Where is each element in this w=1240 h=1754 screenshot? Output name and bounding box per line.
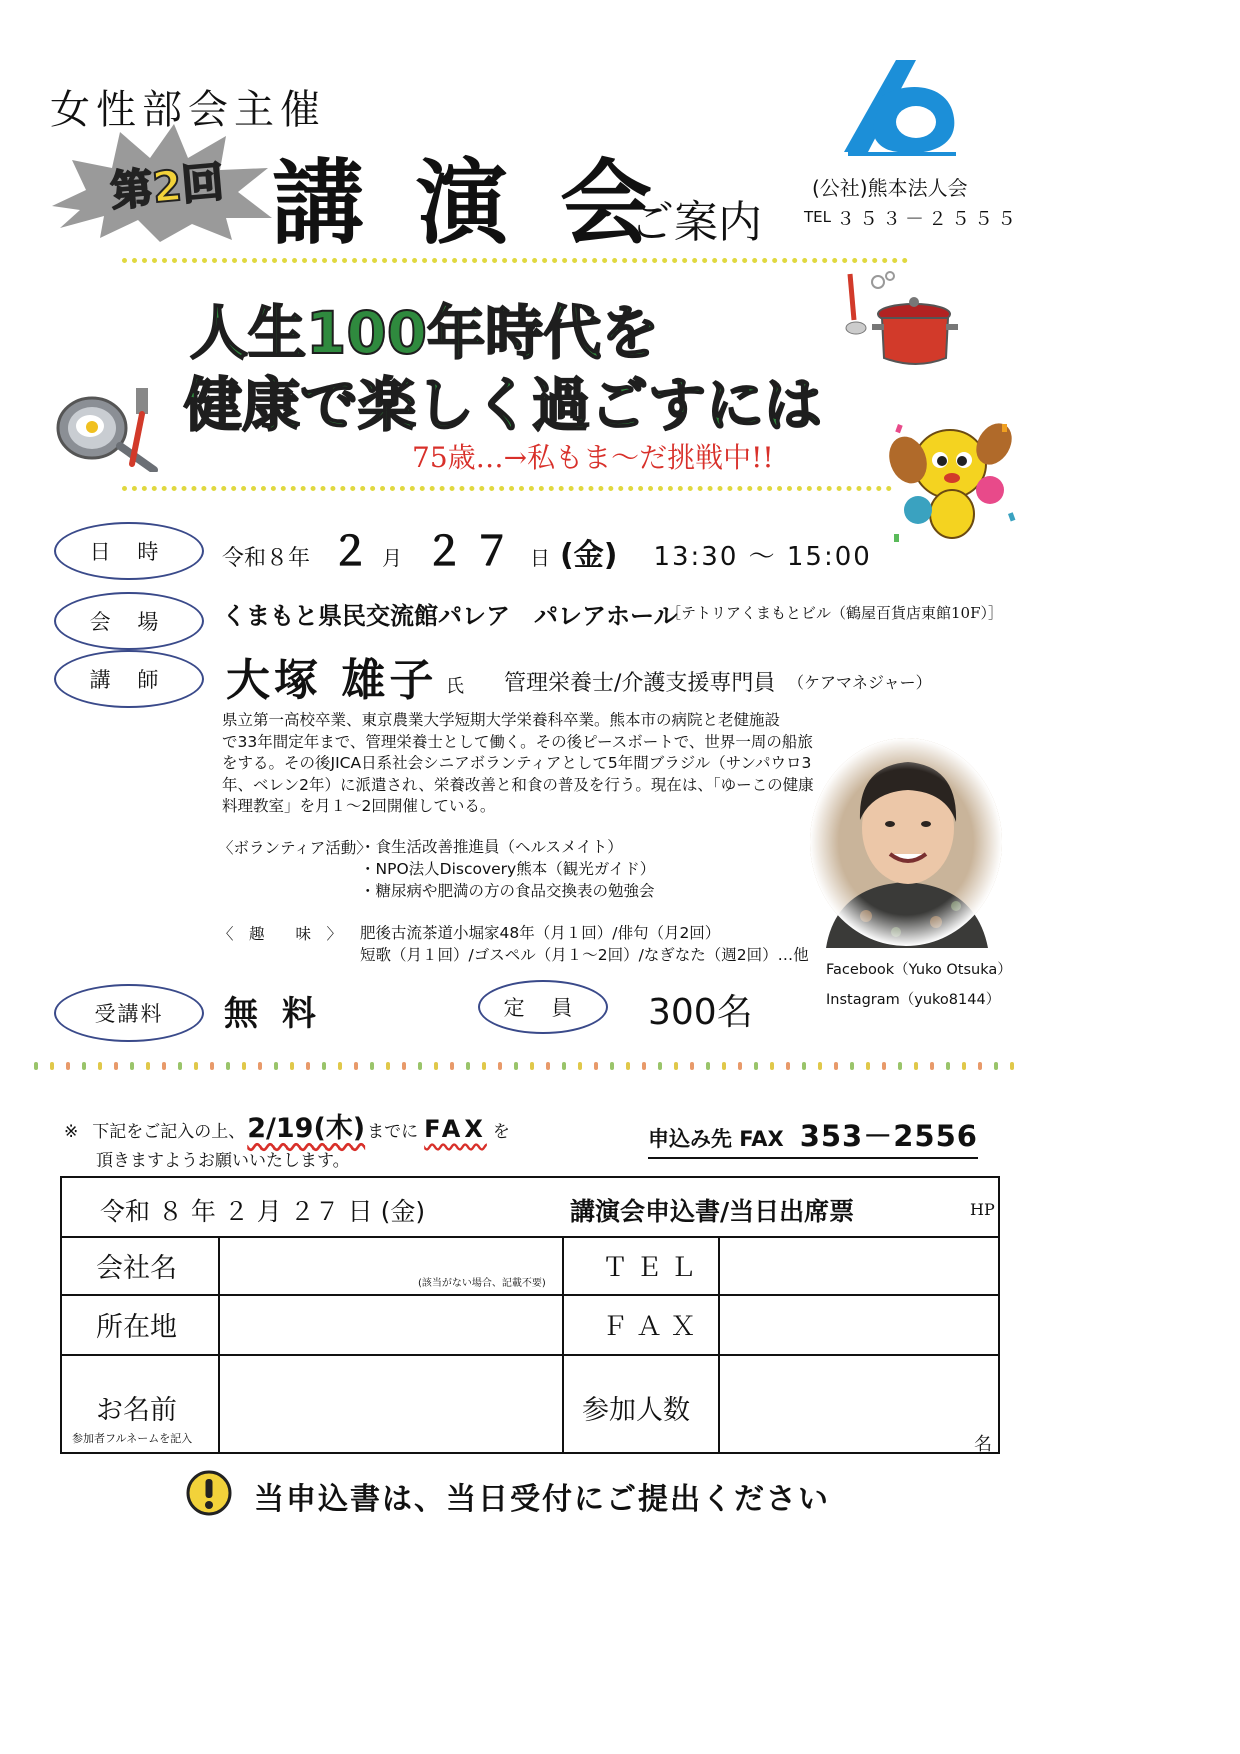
capacity-label: 定 員 [503,996,583,1020]
lecturer-bio [222,710,814,818]
venue-note: ［テトリアくまもとビル（鶴屋百貨店東館10F）］ [666,604,1003,622]
fax-label: ＦＡＸ [602,1311,705,1342]
separator-tick [338,1062,342,1070]
separator-tick [674,1062,678,1070]
sns-instagram: Instagram（yuko8144） [826,992,1001,1008]
bio-line: 料理教室」を月１～2回開催している。 [222,797,496,815]
mascot-dog-icon [878,404,1024,550]
lecturer-title-note: （ケアマネジャー） [788,673,932,692]
date-day-unit: 日 [530,546,551,570]
separator-tick [834,1062,838,1070]
separator-tick [738,1062,742,1070]
lecturer-photo [806,736,1006,948]
date-label-pill [54,522,204,580]
lecturer-title: 管理栄養士/介護支援専門員 [504,671,776,696]
tel-label: ＴＥＬ [602,1252,705,1283]
sns-facebook: Facebook（Yuko Otsuka） [826,962,1012,978]
tel-field[interactable] [720,1238,996,1294]
separator-tick [994,1062,998,1070]
separator-tick [898,1062,902,1070]
separator-tick [82,1062,86,1070]
fax-dest-number: 353－2556 [799,1119,978,1153]
form-header-hp: HP [970,1200,995,1219]
count-label: 参加人数 [582,1395,690,1426]
name-note: 参加者フルネームを記入 [72,1432,193,1445]
organizer-heading: 女性部会主催 [50,87,326,133]
lecturer-name: 大塚 雄子 [226,655,438,706]
name-label: お名前 [96,1395,177,1426]
date-month-unit: 月 [382,546,403,570]
theme-subtitle: 75歳…→私もま～だ挑戦中!! [412,441,774,474]
date-day: ２７ [424,529,521,575]
venue-label-pill [54,592,204,650]
cooking-pot-icon [834,270,960,374]
frying-pan-icon [54,388,164,472]
company-label: 会社名 [96,1252,177,1284]
note-deadline: 2/19(木) [247,1113,366,1144]
separator-tick [578,1062,582,1070]
divider-top [122,258,908,263]
application-note [64,1106,510,1145]
form-header-date: 令和 ８ 年 ２ 月 ２７ 日 (金) [100,1197,426,1226]
bio-line: で33年間定年まで、管理栄養士として働く。その後ピースボートで、世界一周の船旅 [222,732,813,751]
org-logo-icon [838,56,962,156]
separator-tick [274,1062,278,1070]
footer-notice: 当申込書は、当日受付にご提出ください [254,1482,830,1517]
separator-tick [466,1062,470,1070]
company-note: (該当がない場合、記載不要) [418,1278,546,1289]
separator-tick [130,1062,134,1070]
separator-tick [242,1062,246,1070]
hobby-label: 〈 趣 味 〉 [218,925,343,943]
separator-tick [290,1062,294,1070]
separator-tick [386,1062,390,1070]
hobby-list [360,922,809,966]
separator-tick [226,1062,230,1070]
fee-value: 無 料 [224,994,322,1034]
separator-tick [354,1062,358,1070]
separator-tick [210,1062,214,1070]
separator-tick [306,1062,310,1070]
main-title: 講 演 会 [272,149,663,257]
bio-line: をする。その後JICA日系社会シニアボランティアとして5年間ブラジル（サンパウロ3 [222,754,812,772]
volunteer-item: ・NPO法人Discovery熊本（観光ガイド） [360,860,656,878]
separator-tick [146,1062,150,1070]
separator-tick [658,1062,662,1070]
divider-theme [122,486,892,491]
hobby-line: 短歌（月１回）/ゴスペル（月１～2回）/なぎなた（週2回）…他 [360,946,809,964]
separator-tick [402,1062,406,1070]
venue-label: 会 場 [89,610,169,634]
note-text-b: までに [367,1122,419,1142]
date-row [222,520,872,577]
separator-tick [594,1062,598,1070]
separator-tick [34,1062,38,1070]
count-unit: 名 [974,1434,992,1455]
separator-tick [66,1062,70,1070]
name-field[interactable] [220,1356,562,1454]
org-tel-label: TEL [804,208,831,226]
separator-tick [802,1062,806,1070]
separator-tick [754,1062,758,1070]
note-text-c: を [492,1122,510,1142]
separator-tick [770,1062,774,1070]
separator-tick [178,1062,182,1070]
volunteer-item: ・糖尿病や肥満の方の食品交換表の勉強会 [360,882,655,900]
separator-tick [450,1062,454,1070]
separator-tick [866,1062,870,1070]
separator-tick [946,1062,950,1070]
fee-label-pill [54,984,204,1042]
volunteer-label: 〈ボランティア活動〉 [218,839,372,857]
separator-tick [322,1062,326,1070]
lecturer-label: 講 師 [89,668,169,692]
separator-tick [930,1062,934,1070]
theme-line-1: 人生100年時代を [190,299,660,367]
separator-tick [690,1062,694,1070]
badge-label: 第2回 [108,157,226,216]
separator-tick [514,1062,518,1070]
note-fax: FAX [424,1115,487,1143]
separator-tick [914,1062,918,1070]
separator-tick [818,1062,822,1070]
volunteer-list [360,836,655,902]
separator-tick [626,1062,630,1070]
form-header-title: 講演会申込書/当日出席票 [570,1197,855,1226]
separator-tick [978,1062,982,1070]
org-tel: ３５３－２５５５ [836,208,1021,230]
theme-line-2: 健康で楽しく過ごすには [184,371,823,439]
fax-field[interactable] [720,1296,996,1354]
capacity-label-pill [478,980,608,1034]
separator-tick [962,1062,966,1070]
org-name: (公社)熊本法人会 [812,176,968,200]
separator-tick [1010,1062,1014,1070]
separator-tick [530,1062,534,1070]
volunteer-item: ・食生活改善推進員（ヘルスメイト） [360,838,623,856]
address-field[interactable] [220,1296,562,1354]
separator-tick [706,1062,710,1070]
separator-tick [642,1062,646,1070]
separator-tick [98,1062,102,1070]
date-prefix: 令和８年 [222,546,311,571]
separator-tick [162,1062,166,1070]
address-label: 所在地 [96,1311,177,1343]
note-line-2: 頂きますようお願いいたします。 [96,1151,350,1171]
fax-destination [648,1114,978,1159]
capacity-value: 300名 [648,992,753,1033]
fax-dest-label: 申込み先 FAX [648,1127,784,1151]
date-weekday: (金) [560,538,618,573]
venue-name: くまもと県民交流館パレア パレアホール [222,602,678,630]
separator-tick [786,1062,790,1070]
section-separator [30,1060,1026,1072]
separator-tick [114,1062,118,1070]
note-mark: ※ [64,1122,79,1142]
separator-tick [882,1062,886,1070]
separator-tick [546,1062,550,1070]
separator-tick [562,1062,566,1070]
separator-tick [370,1062,374,1070]
separator-tick [722,1062,726,1070]
separator-tick [434,1062,438,1070]
separator-tick [258,1062,262,1070]
lecturer-label-pill [54,650,204,708]
note-text-a: 下記をご記入の上、 [92,1122,246,1142]
date-label: 日 時 [89,540,169,564]
separator-tick [850,1062,854,1070]
application-form [60,1176,1000,1454]
fee-label: 受講料 [94,1002,164,1026]
date-time: 13:30 ～ 15:00 [653,542,872,572]
lecturer-honorific: 氏 [446,676,464,697]
separator-tick [50,1062,54,1070]
separator-tick [498,1062,502,1070]
count-field[interactable] [720,1356,996,1454]
separator-tick [610,1062,614,1070]
hobby-line: 肥後古流茶道小堀家48年（月１回）/俳句（月2回） [360,924,721,942]
separator-tick [418,1062,422,1070]
separator-tick [482,1062,486,1070]
bio-line: 年、ベレン2年）に派遣され、栄養改善と和食の普及を行う。現在は、「ゆーこの健康 [222,775,814,794]
bio-line: 県立第一高校卒業、東京農業大学短期大学栄養科卒業。熊本市の病院と老健施設 [222,711,781,729]
warning-icon [186,1470,232,1516]
separator-tick [194,1062,198,1070]
date-month: ２ [330,529,371,575]
title-suffix: ご案内 [630,197,762,248]
